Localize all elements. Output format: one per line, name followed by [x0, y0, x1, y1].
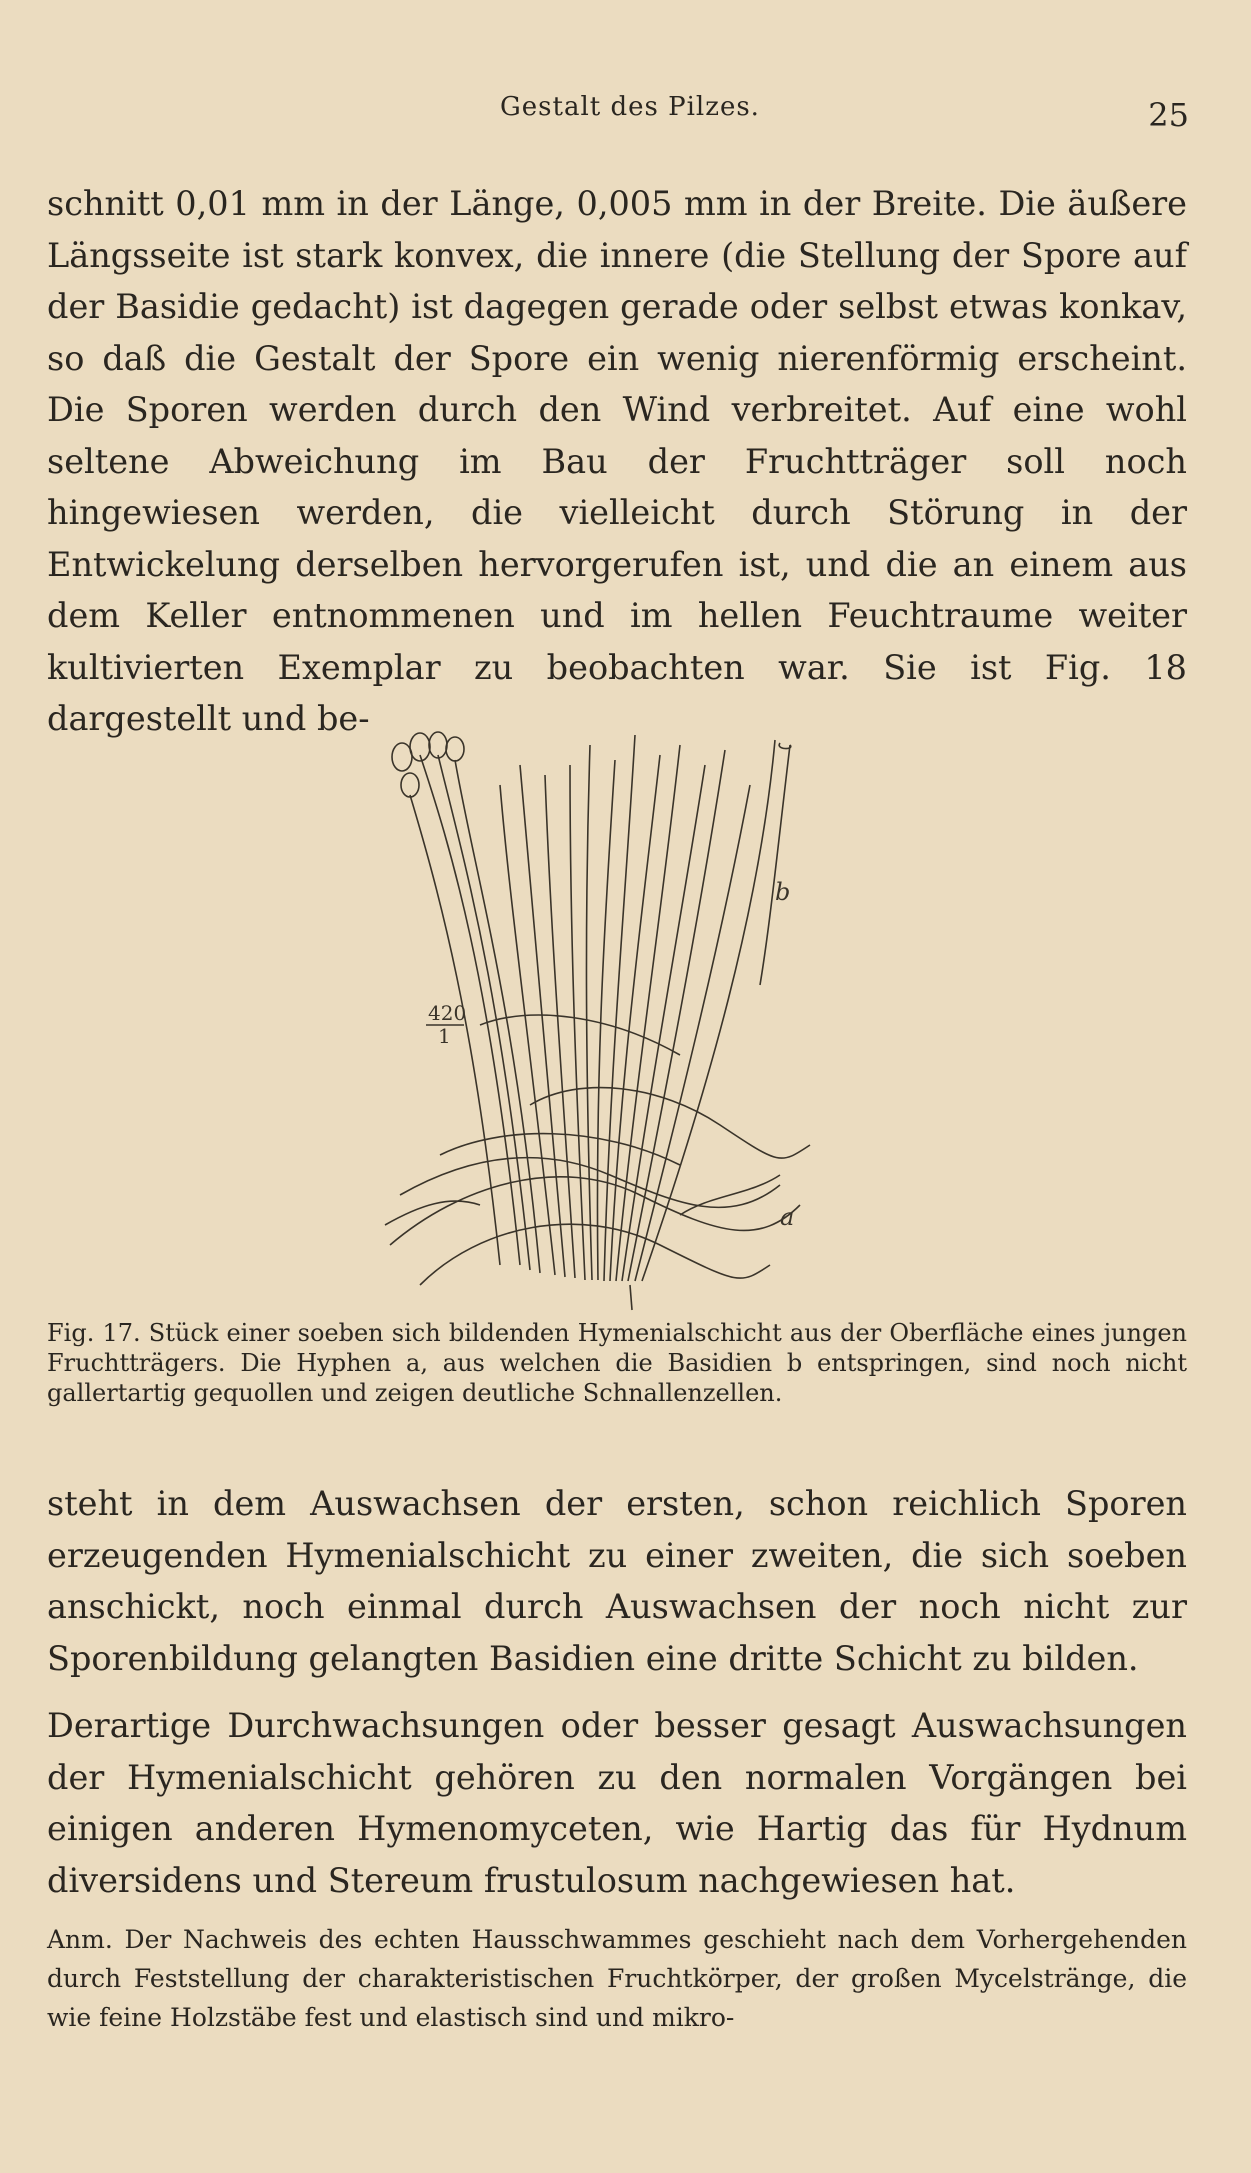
page-number: 25 — [1148, 96, 1189, 134]
paragraph-1: schnitt 0,01 mm in der Länge, 0,005 mm in der Breite. Die äußere Längsseite ist stark konvex, die innere (die Stellung der Spore auf der Basidie gedacht) ist dagegen gerade oder selbst etwas konkav, so daß die Gestalt der Spore ein wenig nierenförmig erscheint. Die Sporen werden durch den Wind verbreitet. Auf eine wohl seltene Abweichung im Bau der Fruchtträger soll noch hingewiesen werden, die vielleicht durch Störung in der Entwickelung derselben hervorgerufen ist, und die an einem aus dem Keller entnommenen und im hellen Feuchtraume weiter kultivierten Exemplar zu beobachten war. Sie ist Fig. 18 dargestellt und be- — [47, 184, 1187, 738]
hyphae-illustration — [380, 725, 900, 1315]
magnification-denominator: 1 — [438, 1024, 451, 1048]
figure-caption: Fig. 17. Stück einer soeben sich bildenden Hymenialschicht aus der Oberfläche eines jungen Fruchtträgers. Die Hyphen a, aus welchen die Basidien b entspringen, sind noch nicht gallertartig gequollen und zeigen deutliche Schnallenzellen. — [47, 1319, 1187, 1407]
figure-label-b: b — [775, 878, 791, 906]
paragraph-3: Derartige Durchwachsungen oder besser gesagt Auswachsungen der Hymenialschicht gehören zu den normalen Vorgängen bei einigen anderen Hymenomyceten, wie Hartig das für Hydnum diversidens und Stereum frustulosum nachgewiesen hat. — [47, 1706, 1187, 1900]
figure-hymenial-layer — [380, 725, 900, 1315]
page-header — [0, 92, 1251, 132]
footnote: Anm. Der Nachweis des echten Hausschwammes geschieht nach dem Vorhergehenden durch Feststellung der charakteristischen Fruchtkörper, der großen Mycelstränge, die wie feine Holzstäbe fest und elastisch sind und mikro- — [47, 1925, 1187, 2032]
running-head: Gestalt des Pilzes. — [500, 92, 760, 122]
figure-label-a: a — [780, 1203, 795, 1231]
paragraph-2: steht in dem Auswachsen der ersten, schon reichlich Sporen erzeugenden Hymenialschicht zu einer zweiten, die sich soeben anschickt, noch einmal durch Auswachsen der noch nicht zur Sporenbildung gelangten Basidien eine dritte Schicht zu bilden. — [47, 1484, 1187, 1678]
magnification-numerator: 420 — [428, 1001, 467, 1025]
